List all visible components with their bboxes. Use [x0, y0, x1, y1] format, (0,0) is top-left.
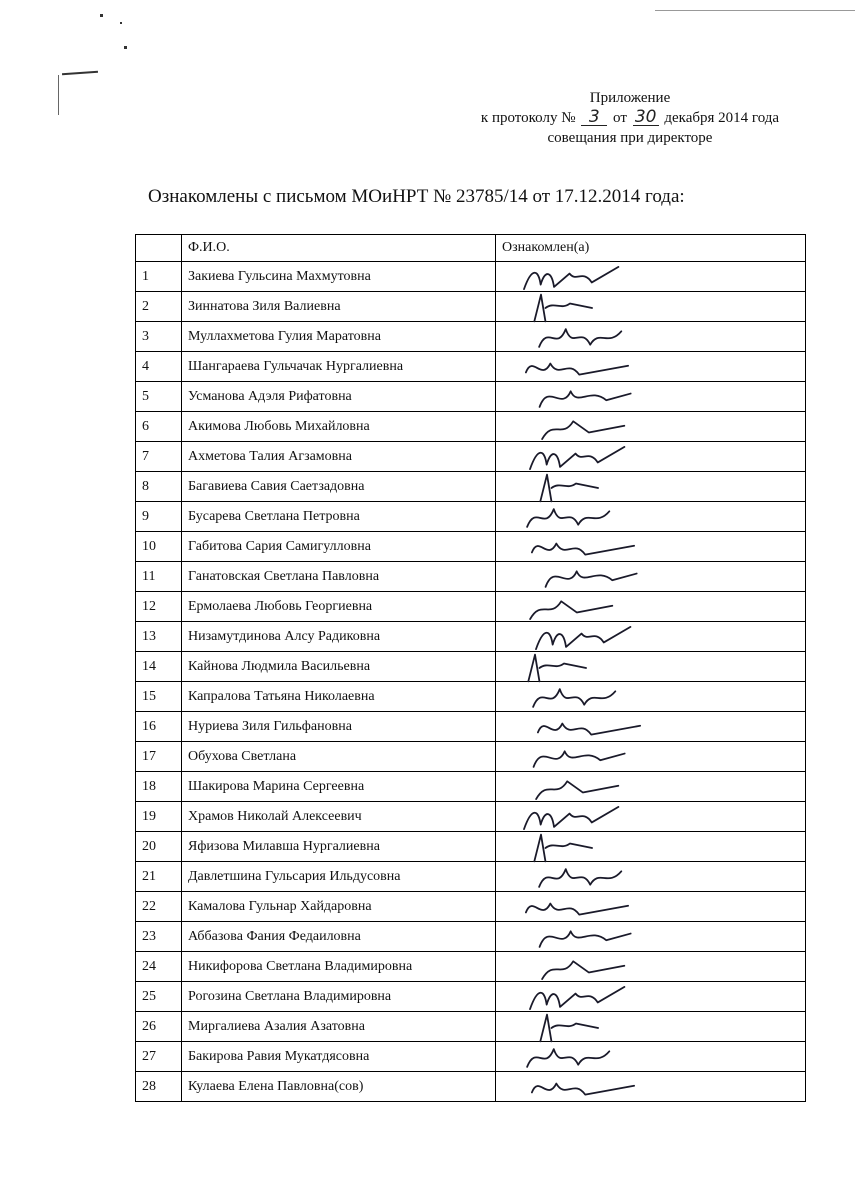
protocol-day: 30: [633, 109, 659, 126]
signature-stroke: [534, 751, 625, 767]
column-header-number: [136, 235, 182, 262]
table-row: [136, 532, 806, 562]
row-number: 28: [136, 1072, 182, 1102]
signature-cell: [496, 292, 806, 322]
person-name: Шангараева Гульчачак Нургалиевна: [182, 352, 496, 382]
person-name: Рогозина Светлана Владимировна: [182, 982, 496, 1012]
table-row: [136, 862, 806, 892]
person-name: Зиннатова Зиля Валиевна: [182, 292, 496, 322]
row-number: 1: [136, 262, 182, 292]
row-number: 5: [136, 382, 182, 412]
table-row: [136, 772, 806, 802]
signature-stroke: [524, 267, 618, 289]
row-number: 10: [136, 532, 182, 562]
person-name: Миргалиева Азалия Азатовна: [182, 1012, 496, 1042]
person-name: Багавиева Савия Саетзадовна: [182, 472, 496, 502]
signature-cell: [496, 622, 806, 652]
signature-stroke: [540, 391, 631, 407]
protocol-month-year: декабря 2014 года: [664, 110, 780, 126]
person-name: Нуриева Зиля Гильфановна: [182, 712, 496, 742]
table-row: [136, 622, 806, 652]
row-number: 23: [136, 922, 182, 952]
person-name: Капралова Татьяна Николаевна: [182, 682, 496, 712]
scan-mark: [100, 14, 103, 17]
signature-stroke: [536, 781, 618, 799]
table-row: [136, 952, 806, 982]
person-name: Ахметова Талия Агзамовна: [182, 442, 496, 472]
person-name: Бакирова Равия Мукатдясовна: [182, 1042, 496, 1072]
signature-stroke: [527, 1049, 609, 1067]
person-name: Аббазова Фания Федаиловна: [182, 922, 496, 952]
scan-mark: [124, 46, 127, 49]
signature-stroke: [540, 931, 631, 947]
row-number: 4: [136, 352, 182, 382]
signature-cell: [496, 772, 806, 802]
signature-stroke: [530, 447, 624, 469]
signature-stroke: [538, 724, 640, 735]
protocol-from: от: [613, 110, 627, 126]
person-name: Закиева Гульсина Махмутовна: [182, 262, 496, 292]
signature-stroke: [539, 329, 621, 347]
person-name: Кайнова Людмила Васильевна: [182, 652, 496, 682]
signature-cell: [496, 322, 806, 352]
person-name: Акимова Любовь Михайловна: [182, 412, 496, 442]
row-number: 27: [136, 1042, 182, 1072]
person-name: Давлетшина Гульсария Ильдусовна: [182, 862, 496, 892]
appendix-label: Приложение: [589, 90, 671, 106]
table-row: [136, 472, 806, 502]
row-number: 6: [136, 412, 182, 442]
signature-stroke: [546, 571, 637, 587]
scan-mark: [62, 71, 98, 76]
row-number: 20: [136, 832, 182, 862]
table-row: [136, 262, 806, 292]
person-name: Обухова Светлана: [182, 742, 496, 772]
row-number: 7: [136, 442, 182, 472]
person-name: Шакирова Марина Сергеевна: [182, 772, 496, 802]
table-header-row: [136, 235, 806, 262]
row-number: 12: [136, 592, 182, 622]
row-number: 16: [136, 712, 182, 742]
signature-cell: [496, 412, 806, 442]
signature-cell: [496, 1072, 806, 1102]
person-name: Габитова Сария Самигулловна: [182, 532, 496, 562]
table-row: [136, 292, 806, 322]
table-row: [136, 1042, 806, 1072]
table-row: [136, 742, 806, 772]
person-name: Никифорова Светлана Владимировна: [182, 952, 496, 982]
row-number: 8: [136, 472, 182, 502]
signature-cell: [496, 712, 806, 742]
row-number: 14: [136, 652, 182, 682]
signature-stroke: [542, 961, 624, 979]
signature-stroke: [536, 627, 630, 649]
signature-stroke: [527, 509, 609, 527]
signature-cell: [496, 352, 806, 382]
signature-cell: [496, 952, 806, 982]
signature-cell: [496, 802, 806, 832]
signature-cell: [496, 682, 806, 712]
row-number: 19: [136, 802, 182, 832]
signature-cell: [496, 262, 806, 292]
signature-cell: [496, 532, 806, 562]
row-number: 26: [136, 1012, 182, 1042]
signature-stroke: [526, 904, 628, 915]
signature-cell: [496, 1042, 806, 1072]
person-name: Храмов Николай Алексеевич: [182, 802, 496, 832]
table-row: [136, 682, 806, 712]
table-row: [136, 592, 806, 622]
table-row: [136, 652, 806, 682]
person-name: Кулаева Елена Павловна(сов): [182, 1072, 496, 1102]
handwritten-signature: [513, 1068, 653, 1108]
row-number: 3: [136, 322, 182, 352]
table-row: [136, 1072, 806, 1102]
row-number: 24: [136, 952, 182, 982]
protocol-number: 3: [581, 109, 607, 126]
scan-mark: [120, 22, 122, 24]
person-name: Низамутдинова Алсу Радиковна: [182, 622, 496, 652]
table-row: [136, 442, 806, 472]
signature-cell: [496, 502, 806, 532]
signature-stroke: [532, 1084, 634, 1095]
row-number: 15: [136, 682, 182, 712]
table-row: [136, 502, 806, 532]
signature-cell: [496, 592, 806, 622]
scan-mark: [655, 10, 855, 11]
document-title: Ознакомлены с письмом МОиНРТ № 23785/14 от 17.12.2014 года:: [148, 186, 685, 207]
signature-stroke: [530, 987, 624, 1009]
signature-stroke: [526, 364, 628, 375]
signature-cell: [496, 442, 806, 472]
person-name: Камалова Гульнар Хайдаровна: [182, 892, 496, 922]
row-number: 2: [136, 292, 182, 322]
signature-cell: [496, 652, 806, 682]
signature-stroke: [542, 421, 624, 439]
signature-cell: [496, 892, 806, 922]
row-number: 11: [136, 562, 182, 592]
table-row: [136, 982, 806, 1012]
row-number: 25: [136, 982, 182, 1012]
person-name: Ермолаева Любовь Георгиевна: [182, 592, 496, 622]
signature-stroke: [524, 807, 618, 829]
signature-cell: [496, 562, 806, 592]
row-number: 9: [136, 502, 182, 532]
row-number: 13: [136, 622, 182, 652]
signature-cell: [496, 742, 806, 772]
person-name: Ганатовская Светлана Павловна: [182, 562, 496, 592]
signature-cell: [496, 472, 806, 502]
row-number: 21: [136, 862, 182, 892]
table-row: [136, 412, 806, 442]
person-name: Муллахметова Гулия Маратовна: [182, 322, 496, 352]
table-row: [136, 802, 806, 832]
table-row: [136, 712, 806, 742]
table-row: [136, 1012, 806, 1042]
appendix-header: [440, 88, 820, 148]
table-row: [136, 922, 806, 952]
signature-cell: [496, 382, 806, 412]
signature-stroke: [539, 869, 621, 887]
table-row: [136, 322, 806, 352]
signature-stroke: [533, 689, 615, 707]
signature-stroke: [532, 544, 634, 555]
acknowledgement-table: [135, 234, 806, 1102]
signature-cell: [496, 862, 806, 892]
signature-cell: [496, 1012, 806, 1042]
signature-cell: [496, 832, 806, 862]
table-row: [136, 352, 806, 382]
table-row: [136, 382, 806, 412]
table-row: [136, 562, 806, 592]
row-number: 18: [136, 772, 182, 802]
person-name: Бусарева Светлана Петровна: [182, 502, 496, 532]
meeting-label: совещания при директоре: [547, 130, 713, 146]
scan-mark: [58, 75, 59, 115]
table-row: [136, 892, 806, 922]
row-number: 17: [136, 742, 182, 772]
person-name: Усманова Адэля Рифатовна: [182, 382, 496, 412]
protocol-reference: [440, 108, 820, 128]
column-header-signature: Ознакомлен(а): [496, 235, 806, 262]
signature-stroke: [530, 601, 612, 619]
column-header-name: Ф.И.О.: [182, 235, 496, 262]
row-number: 22: [136, 892, 182, 922]
protocol-prefix: к протоколу №: [480, 110, 576, 126]
person-name: Яфизова Милавша Нургалиевна: [182, 832, 496, 862]
table-row: [136, 832, 806, 862]
signature-cell: [496, 982, 806, 1012]
signature-cell: [496, 922, 806, 952]
